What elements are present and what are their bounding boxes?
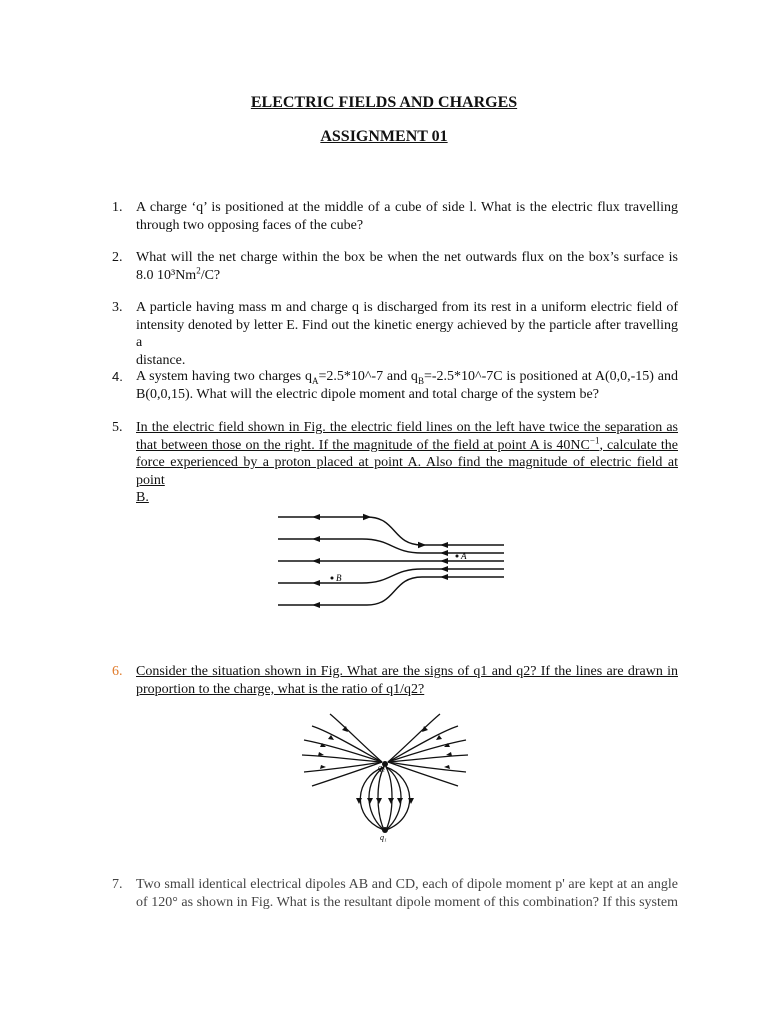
question-text-line: 8.0 10³Nm$^2$/C? xyxy=(136,264,221,283)
question-text-line: proportion to the charge, what is the ratio of q1/q2? xyxy=(136,681,425,697)
question-number: 4. xyxy=(112,369,123,384)
question-text-line: A particle having mass m and charge q is discharged from its rest in a uniform electric field of xyxy=(136,300,678,315)
arrowhead xyxy=(440,550,448,556)
field-line xyxy=(278,517,504,545)
q2-label: q₂ xyxy=(378,763,385,772)
arrowhead xyxy=(312,580,320,586)
question-text-line: B(0,0,15). What will the electric dipole moment and total charge of the system be? xyxy=(136,386,599,402)
question-4 xyxy=(112,368,678,403)
arrowhead xyxy=(440,574,448,580)
question-7 xyxy=(112,876,678,911)
q1-label: q₁ xyxy=(380,833,387,842)
question-text-line: force experienced by a proton placed at point A. Also find the magnitude of electric field at point xyxy=(136,455,678,488)
question-text-line: What will the net charge within the box be when the net outwards flux on the box’s surface is xyxy=(136,250,678,265)
arrowhead xyxy=(440,542,448,548)
arrowhead xyxy=(312,602,320,608)
question-text-line: distance. xyxy=(136,352,186,368)
question-text-line: B. xyxy=(136,490,149,506)
field-line xyxy=(278,577,504,605)
field-line xyxy=(278,539,504,553)
point-b-dot xyxy=(331,577,334,580)
charges-figure xyxy=(300,712,470,842)
page-title: ELECTRIC FIELDS AND CHARGES xyxy=(250,94,518,111)
question-text-line: that between those on the right. If the magnitude of the field at point A is $40NC^{-1}$, calculate the xyxy=(136,434,678,453)
question-text-line: intensity denoted by letter E. Find out the kinetic energy achieved by the particle after travelling a xyxy=(136,317,678,351)
field-line xyxy=(278,569,504,583)
arrowhead xyxy=(440,566,448,572)
question-text-line: Two small identical electrical dipoles AB and CD, each of dipole moment p' are kept at an angle xyxy=(136,877,678,892)
question-6 xyxy=(112,663,678,698)
question-number: 2. xyxy=(112,250,123,265)
question-text-line: A charge ‘q’ is positioned at the middle of a cube of side l. What is the electric flux travelling xyxy=(136,200,678,215)
question-text-line: In the electric field shown in Fig. the electric field lines on the left have twice the separation as xyxy=(136,420,678,435)
question-3 xyxy=(112,299,678,369)
question-1 xyxy=(112,199,678,234)
point-a-label: A xyxy=(461,551,467,561)
question-text-line: A system having two charges $q_A=2.5*10\^{}-7$ and $q_B=-2.5*10\^{}-7C$ is positioned at A(0,0,-15) and xyxy=(136,369,678,386)
question-number: 1. xyxy=(112,200,123,215)
point-a-dot xyxy=(456,555,459,558)
field-lines-figure xyxy=(272,505,512,617)
question-text-line: Consider the situation shown in Fig. What are the signs of q1 and q2? If the lines are drawn in xyxy=(136,664,678,679)
question-text-line: of 120° as shown in Fig. What is the resultant dipole moment of this combination? If this system xyxy=(136,894,678,910)
arrowhead xyxy=(312,558,320,564)
assignment-subtitle: ASSIGNMENT 01 xyxy=(320,128,448,145)
point-b-label: B xyxy=(336,573,342,583)
question-5 xyxy=(112,419,678,507)
arrowhead xyxy=(440,558,448,564)
arrowhead xyxy=(312,514,320,520)
question-text-line: through two opposing faces of the cube? xyxy=(136,217,364,233)
question-number: 7. xyxy=(112,877,123,892)
question-number: 5. xyxy=(112,420,123,435)
question-number: 6. xyxy=(112,664,123,679)
question-number: 3. xyxy=(112,300,123,315)
question-2 xyxy=(112,249,678,284)
arrowhead xyxy=(312,536,320,542)
